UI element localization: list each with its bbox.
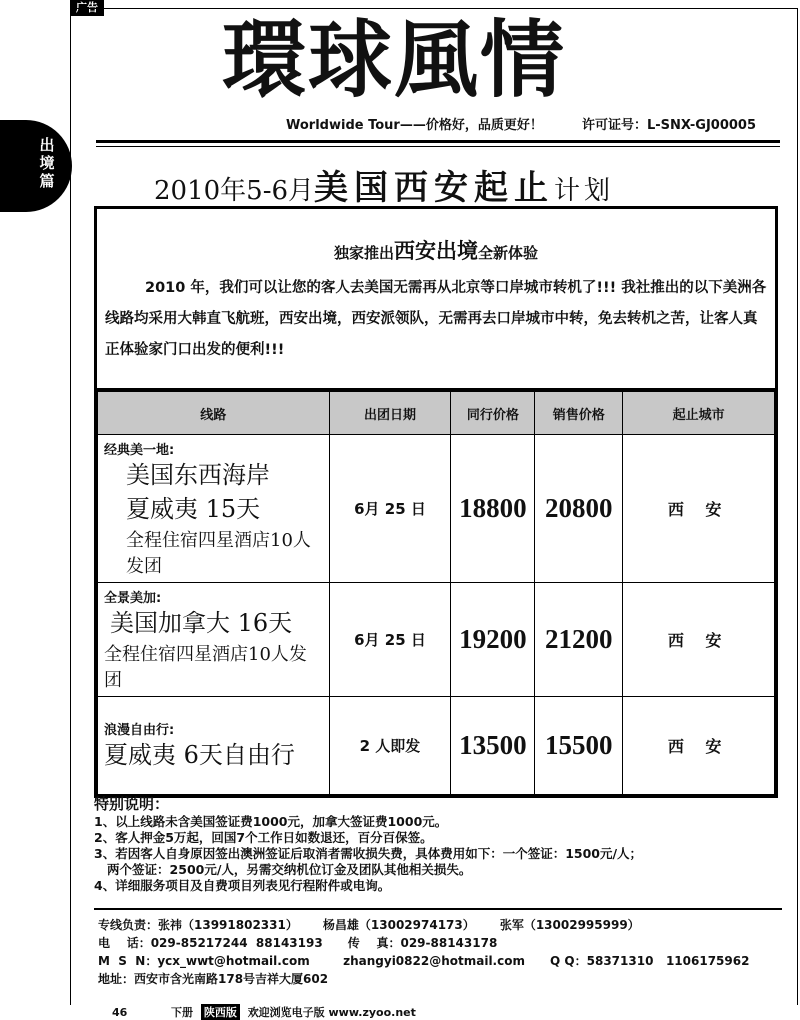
route-tag: 浪漫自由行: (104, 723, 175, 738)
table-row (98, 583, 775, 697)
side-tab-char: 出 (39, 136, 55, 154)
route-name: 美国东西海岸 夏威夷 15天 (126, 461, 270, 523)
route-name: 夏威夷 6天自由行 (104, 741, 295, 769)
peer-price: 13500 (451, 697, 535, 795)
route-cell (98, 583, 330, 697)
contact-line: 专线负责：张祎（13991802331） 杨昌雄（13002974173） 张军（13002995999） (98, 918, 640, 932)
side-tab (0, 120, 72, 212)
route-tag: 全景美加: (104, 591, 162, 606)
note-item: 4、详细服务项目及自费项目列表见行程附件或电询。 (94, 878, 391, 893)
contact-info (98, 916, 788, 988)
intro-title-pre: 独家推出 (333, 244, 394, 262)
departure-date: 6月 25 日 (329, 583, 451, 697)
peer-price: 19200 (451, 583, 535, 697)
city: 西 安 (623, 697, 775, 795)
note-item: 2、客人押金5万起，回国7个工作日如数退还，百分百保签。 (94, 830, 433, 845)
table-header-row (98, 392, 775, 435)
brand-logo: 環球風情 (222, 10, 567, 109)
intro-box (94, 206, 778, 388)
side-tab-char: 篇 (39, 172, 55, 190)
note-item: 3、若因客人自身原因签出澳洲签证后取消者需收损失费，具体费用如下：一个签证：1500元/人； (94, 846, 643, 861)
route-tag: 经典美一地: (104, 443, 175, 458)
tagline: Worldwide Tour——价格好，品质更好！ (286, 118, 543, 133)
plan-prefix: 2010年5-6月 (154, 176, 315, 206)
column-header: 起止城市 (623, 392, 775, 435)
page-number: 46 (112, 1006, 128, 1019)
sale-price: 21200 (535, 583, 623, 697)
notes-title: 特别说明： (94, 795, 170, 813)
route-name: 美国加拿大 16天 (110, 609, 293, 637)
contact-line: 电 话：029-85217244 88143193 传 真：029-88143178 (98, 936, 498, 950)
footer-text: 欢迎浏览电子版 www.zyoo.net (247, 1006, 416, 1019)
edition-badge: 陕西版 (201, 1004, 240, 1020)
plan-highlight: 美国西安起止 (314, 168, 555, 208)
side-tab-char: 境 (39, 154, 55, 172)
plan-suffix: 计划 (554, 176, 615, 206)
route-sub: 全程住宿四星酒店10人发团 (126, 530, 311, 577)
divider (96, 140, 780, 143)
city: 西 安 (623, 583, 775, 697)
divider (94, 908, 782, 910)
intro-title (97, 235, 775, 265)
routes-table (94, 388, 778, 798)
peer-price: 18800 (451, 435, 535, 583)
column-header: 同行价格 (451, 392, 535, 435)
divider (96, 146, 780, 147)
intro-body: 2010 年，我们可以让您的客人去美国无需再从北京等口岸城市转机了!!! 我社推出的以下美洲各线路均采用大韩直飞航班，西安出境，西安派领队，无需再去口岸城市中转，免去转机之苦，让客人真正体验家门口出发的便利!!! (105, 280, 767, 358)
route-cell (98, 435, 330, 583)
city: 西 安 (623, 435, 775, 583)
sale-price: 20800 (535, 435, 623, 583)
intro-title-big: 西安出境 (394, 239, 478, 263)
note-item: 两个签证：2500元/人，另需交纳机位订金及团队其他相关损失。 (94, 862, 472, 877)
ad-tag: 广告 (70, 0, 104, 16)
table-row (98, 435, 775, 583)
note-item: 1、以上线路未含美国签证费1000元，加拿大签证费1000元。 (94, 814, 448, 829)
contact-line: 地址：西安市含光南路178号吉祥大厦602 (98, 972, 329, 986)
departure-date: 2 人即发 (329, 697, 451, 795)
intro-title-post: 全新体验 (478, 244, 539, 262)
column-header: 出团日期 (329, 392, 451, 435)
column-header: 销售价格 (535, 392, 623, 435)
route-cell (98, 697, 330, 795)
route-sub: 全程住宿四星酒店10人发团 (104, 644, 307, 691)
departure-date: 6月 25 日 (329, 435, 451, 583)
special-notes (94, 796, 790, 894)
sale-price: 15500 (535, 697, 623, 795)
contact-line: M S N：ycx_wwt@hotmail.com zhangyi0822@hotmail.com Q Q：58371310 1106175962 (98, 954, 750, 968)
table-row (98, 697, 775, 795)
section-label: 下册 (171, 1006, 193, 1019)
column-header: 线路 (98, 392, 330, 435)
plan-title (154, 160, 614, 209)
license-number: 许可证号：L-SNX-GJ00005 (582, 118, 757, 133)
